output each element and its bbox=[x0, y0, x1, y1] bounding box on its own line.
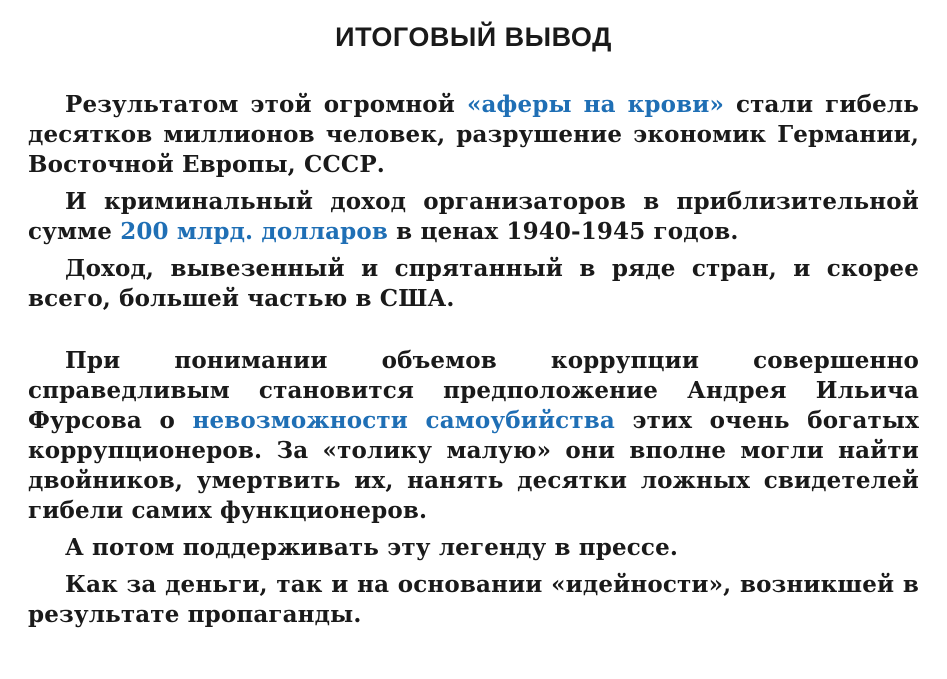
paragraph-text: стали гибель десятков миллионов человек, разрушение экономик Германии, Восточной Европы, СССР. bbox=[28, 91, 919, 178]
paragraph-text: Результатом этой огромной bbox=[65, 91, 467, 118]
paragraph-text: этих очень богатых коррупционеров. За «толику малую» они вполне могли найти двойников, умертвить их, нанять десятки ложных свидетелей гибели самих функционеров. bbox=[28, 407, 919, 524]
paragraph-text: в ценах 1940-1945 годов. bbox=[388, 218, 739, 245]
slide-body bbox=[28, 90, 919, 637]
slide-title: ИТОГОВЫЙ ВЫВОД bbox=[335, 22, 612, 52]
paragraph-income bbox=[28, 187, 919, 247]
paragraph-corruption bbox=[28, 346, 919, 526]
paragraph-hidden-income: Доход, вывезенный и спрятанный в ряде стран, и скорее всего, большей частью в США. bbox=[28, 255, 919, 312]
highlight-phrase: невозможности самоубийства bbox=[192, 407, 615, 434]
paragraph-propaganda: Как за деньги, так и на основании «идейности», возникшей в результате пропаганды. bbox=[28, 571, 919, 628]
highlight-phrase: «аферы на крови» bbox=[466, 91, 725, 118]
paragraph-losses bbox=[28, 90, 919, 180]
paragraph-text: При понимании объемов коррупции совершенно справедливым становится предположение Андрея Ильича Фурсова о bbox=[28, 347, 919, 434]
paragraph-legend: А потом поддерживать эту легенду в прессе. bbox=[65, 534, 679, 561]
paragraph-text: И криминальный доход организаторов в приблизительной сумме bbox=[28, 188, 919, 245]
highlight-phrase: 200 млрд. долларов bbox=[120, 218, 388, 245]
